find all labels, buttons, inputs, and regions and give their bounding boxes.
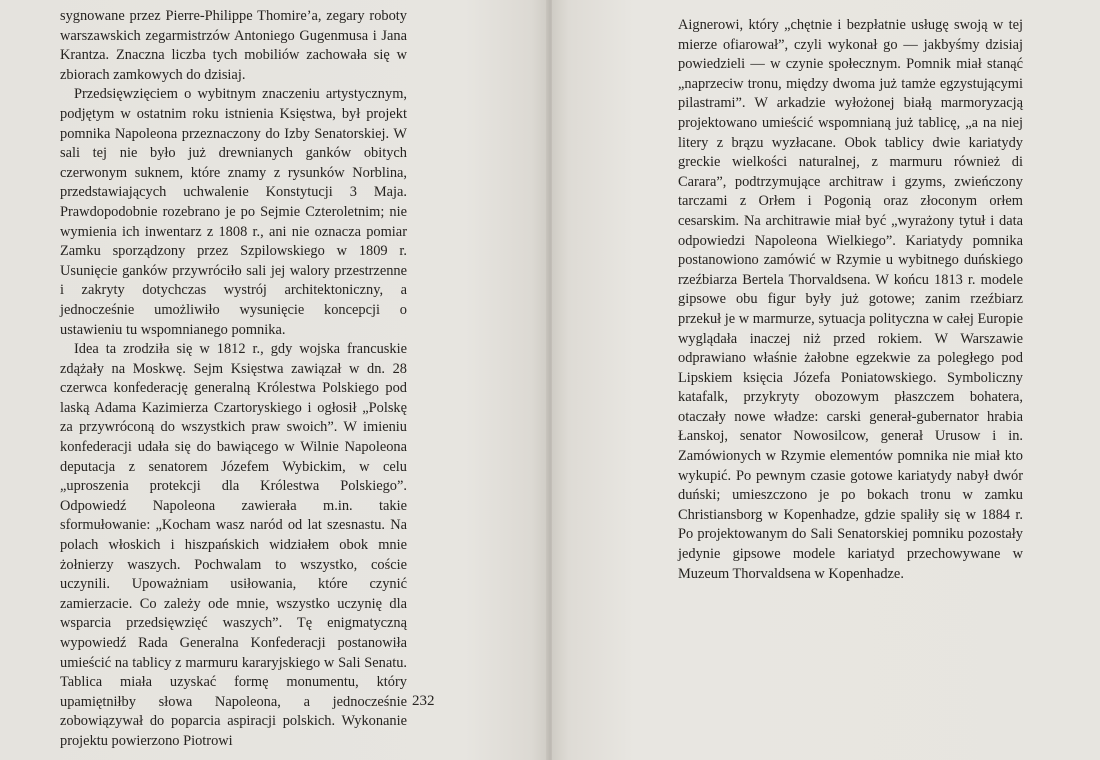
body-paragraph: Przedsięwzięciem o wybitnym znaczeniu artystycznym, podjętym w ostatnim roku istnienia Księstwa, był projekt pomnika Napoleona przeznaczony do Izby Senatorskiej. W sali tej nie było już drewnianych ganków obitych czerwonym suknem, które znamy z rysunków Norblina, przedstawiających uchwalenie Konstytucji 3 Maja. Prawdopodobnie rozebrano je po Sejmie Czteroletnim; nie wymienia ich inwentarz z 1808 r., ani nie oznacza pomiar Zamku sporządzony przez Szpilowskiego w 1809 r. Usunięcie ganków przywróciło sali jej walory przestrzenne i zakryty dotychczas wystrój architektoniczny, a jednocześnie umożliwiło wysunięcie koncepcji o ustawieniu tu wspomnianego pomnika. <box>60 86 407 338</box>
body-paragraph: Aignerowi, który „chętnie i bezpłatnie usługę swoją w tej mierze ofiarował”, czyli wykonał go — jakbyśmy dzisiaj powiedzieli — w czynie społecznym. Pomnik miał stanąć „naprzeciw tronu, między dwoma już tamże egzystującymi pilastrami”. W arkadzie wyłożonej białą marmoryzacją projektowano umieścić wspomnianą już tablicę, „a na niej litery z brązu wyzłacane. Obok tablicy dwie kariatydy greckie wielkości naturalnej, z marmuru również di Carara”, podtrzymujące architraw i gzyms, zwieńczony tarczami z Orłem i Pogonią oraz złoconym orłem cesarskim. Na architrawie miał być „wyrażony tytuł i data odpowiedzi Napoleona Wielkiego”. Kariatydy pomnika postanowiono zamówić w Rzymie u wybitnego duńskiego rzeźbiarza Bertela Thorvaldsena. W końcu 1813 r. modele gipsowe obu figur były już gotowe; zanim rzeźbiarz przekuł je w marmurze, sytuacja polityczna w całej Europie wyglądała inaczej niż przed rokiem. W Warszawie odprawiano właśnie żałobne egzekwie za poległego pod Lipskiem księcia Józefa Poniatowskiego. Symboliczny katafalk, przykryty obozowym płaszczem bohatera, otaczały nowe władze: carski generał-gubernator hrabia Łanskoj, senator Nowosilcow, generał Urusow i in. Zamówionych w Rzymie elementów pomnika nie miał kto wykupić. Po pewnym czasie gotowe kariatydy nabył dwór duński; umieszczono je po bokach tronu w zamku Christiansborg w Kopenhadze, gdzie spaliły się w 1884 r. Po projektowanym do Sali Senatorskiej pomniku pozostały jedynie gipsowe modele kariatyd przechowywane w Muzeum Thorvaldsena w Kopenhadze. <box>678 17 1023 582</box>
body-paragraph: sygnowane przez Pierre-Philippe Thomire’a, zegary roboty warszawskich zegarmistrzów Antoniego Gugenmusa i Jana Krantza. Znaczna liczba tych mobiliów zachowała się w zbiorach zamkowych do dzisiaj. <box>60 8 407 83</box>
page-number: 232 <box>412 693 435 709</box>
body-paragraph: Idea ta zrodziła się w 1812 r., gdy wojska francuskie zdążały na Moskwę. Sejm Księstwa zawiązał w dn. 28 czerwca konfederację generalną Królestwa Polskiego pod laską Adama Kazimierza Czartoryskiego i ogłosił „Polskę za przywróconą do wszystkich praw swoich”. W imieniu konfederacji udała się do bawiącego w Wilnie Napoleona deputacja z senatorem Józefem Wybickim, w celu „uproszenia protekcji dla Królestwa Polskiego”. Odpowiedź Napoleona zawierała m.in. takie sformułowanie: „Kocham wasz naród od lat szesnastu. Na polach włoskich i hiszpańskich widziałem obok mnie żołnierzy waszych. Pochwalam to wszystko, coście uczynili. Upoważniam usiłowania, które czynić zamierzacie. Co zależy ode mnie, wszystko uczynię dla wsparcia przedsięwzięć waszych”. Tę enigmatyczną wypowiedź Rada Generalna Konfederacji postanowiła umieścić na tablicy z marmuru kararyjskiego w Sali Senatu. Tablica miała uzyskać formę monumentu, który upamiętniłby słowa Napoleona, a jednocześnie zobowiązywał do poparcia aspiracji polskich. Wykonanie projektu powierzono Piotrowi <box>60 341 407 749</box>
left-page-text <box>60 7 407 752</box>
right-page-text <box>678 16 1023 584</box>
right-page <box>552 0 1100 760</box>
left-page <box>0 0 548 760</box>
